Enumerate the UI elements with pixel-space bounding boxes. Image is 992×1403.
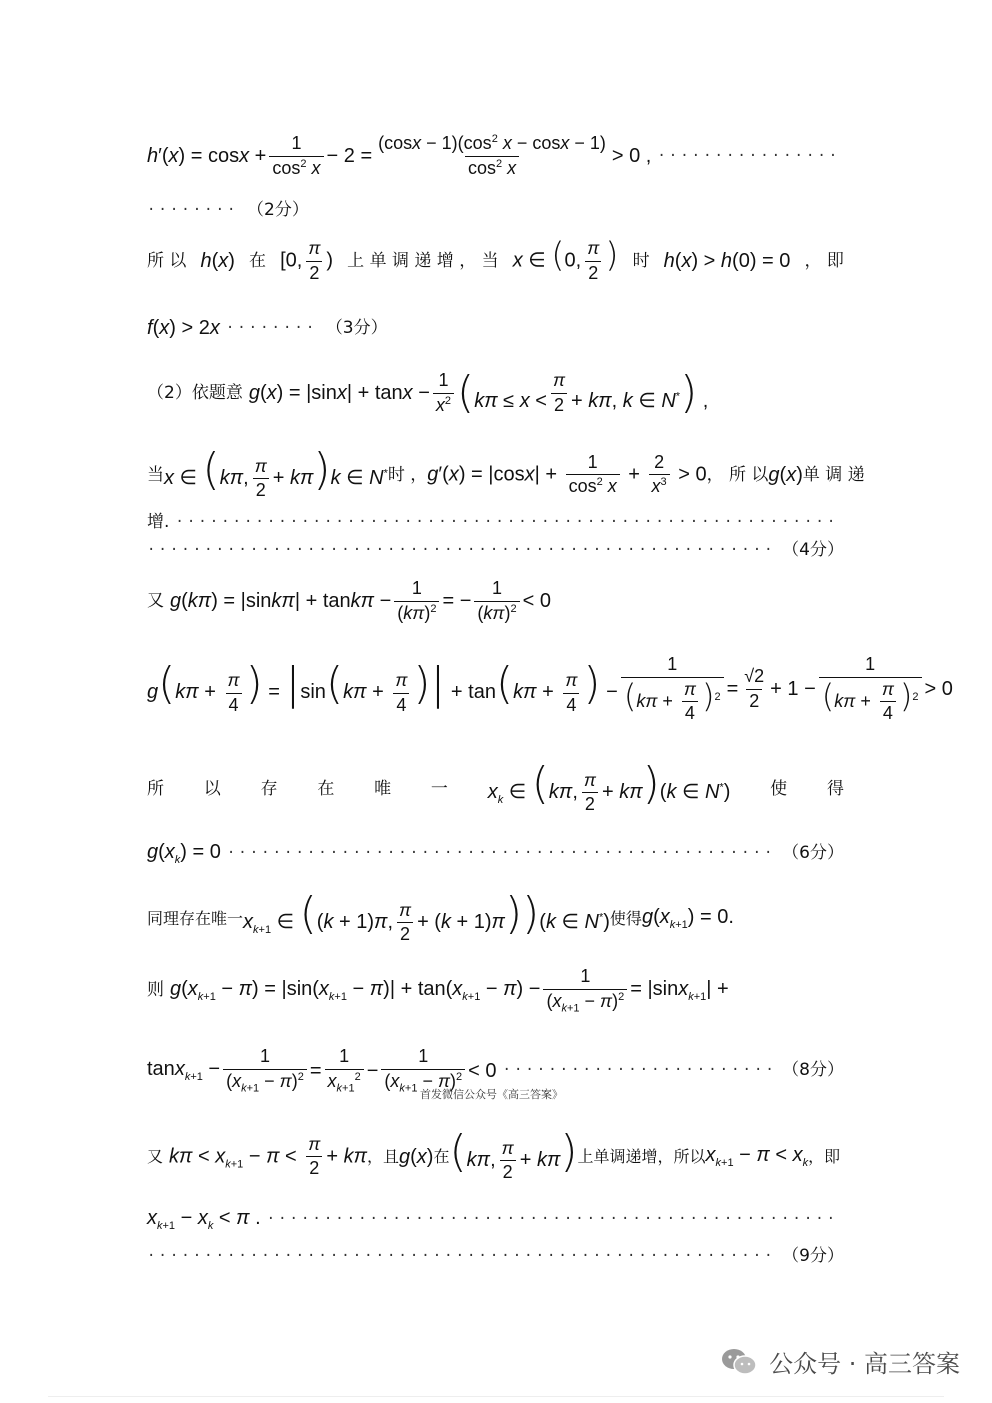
g-xk1-minus-pi-line: 则 $g(x_{k+1} - \pi) = |\sin(x_{k+1} - \pi)| + \tan(x_{k+1} - \pi)$ − $\frac{1}{(x_{k+1} - \pi)^2}$ = |sinx$_{k+1}$| + bbox=[147, 966, 729, 1015]
wechat-icon bbox=[719, 1346, 759, 1378]
g-kpi-plus-line: g(kπ + $\frac{\pi}{4}$ ) = |sin(kπ + $\frac{\pi}{4}$ )| + tan(kπ + $\frac{\pi}{4}$ ) − 1 (kπ + $\frac{\pi}{4}$ )$^2$ = $\frac{√2}{2}$ + 1 − 1 (kπ + $\frac{\pi}{4}$ )$^2$ > 0 bbox=[147, 654, 953, 724]
brand-watermark bbox=[719, 1344, 960, 1379]
dot-leader bbox=[147, 202, 237, 219]
text: 上单调递增，所以 bbox=[577, 1147, 706, 1167]
score-line-1 bbox=[147, 200, 844, 220]
dot-leader bbox=[147, 1248, 772, 1265]
text: ，且 bbox=[366, 1147, 399, 1167]
dot-leader bbox=[147, 542, 772, 559]
text: 得 bbox=[826, 778, 844, 799]
conclusion-line: 又 $k\pi < x_{k+1} - \pi$ < $\frac{\pi}{2}$ + kπ ，且 g(x) 在 (kπ, $\frac{\pi}{2}$ + kπ) 上单调递增，所以 $x_{k+1} - \pi < x_k$ ，即 bbox=[147, 1126, 841, 1183]
text: 以 bbox=[203, 778, 221, 799]
brand-text: 公众号 · 高三答案 bbox=[769, 1350, 960, 1378]
text: 使得 bbox=[609, 909, 642, 929]
text: （2）依题意 bbox=[147, 382, 243, 403]
dots-line-final bbox=[147, 1246, 844, 1266]
xk1-minus-xk-line: $x_{k+1} - x_k < \pi$ . ····· bbox=[147, 1206, 844, 1233]
g-xk-zero-line: $g(x_k) = 0$ ····· （6分） bbox=[147, 840, 844, 867]
dots-line-a bbox=[147, 512, 844, 532]
score-label: （2分） bbox=[247, 200, 309, 220]
score-label: （8分） bbox=[782, 1060, 844, 1081]
text: 则 bbox=[147, 980, 164, 1001]
text: 增. bbox=[147, 512, 170, 532]
tan-xk1-line: tanx$_{k+1}$ − $\frac{1}{(x_{k+1} - \pi)^2}$ = $\frac{1}{x_{k+1}^2}$ − $\frac{1}{(x_{k+1} - \pi)^2}$ < 0 ····· （8分） bbox=[147, 1046, 844, 1095]
text: 当 bbox=[147, 464, 164, 485]
dot-leader bbox=[175, 514, 838, 531]
dots-line-b bbox=[147, 540, 844, 560]
score-label: （3分） bbox=[325, 317, 388, 338]
text: 在 bbox=[249, 250, 267, 271]
watermark-text: 首发微信公众号《高三答案》 bbox=[420, 1088, 563, 1101]
text: 上 单 调 递 增 ， 当 bbox=[347, 250, 499, 271]
text: 单 调 递 bbox=[802, 464, 865, 485]
text: ， 所 以 bbox=[706, 464, 769, 485]
g-kpi-line: 又 g(kπ) = |sinkπ| + tankπ − $\frac{1}{(k\pi)^2}$ = − $\frac{1}{(k\pi)^2}$ < 0 bbox=[147, 578, 551, 623]
text: ， 即 bbox=[804, 250, 844, 271]
dot-leader bbox=[267, 1211, 838, 1228]
text: 一 bbox=[430, 778, 448, 799]
formula-h-prime: h′(x) = cosx + $\frac{1}{\cos^2 x}$ − 2 = $\frac{(\cos x - 1)(\cos^2 x - \cos x - 1)}{\cos^2 x}$ > 0 , ····· bbox=[147, 133, 844, 179]
score-label: （9分） bbox=[782, 1246, 844, 1266]
text: 又 bbox=[147, 1147, 164, 1167]
dot-leader bbox=[227, 845, 772, 862]
f-gt-2x-line: f(x) > 2x ····· （3分） bbox=[147, 316, 844, 340]
text: 使 bbox=[770, 778, 788, 799]
score-label: （6分） bbox=[782, 843, 844, 864]
unique-xk-line: 所 以 存 在 唯 一 $x_k$ ∈ (kπ, $\frac{\pi}{2}$ + kπ)(k ∈ N*) 使 得 bbox=[147, 758, 844, 815]
score-label: （4分） bbox=[782, 540, 844, 560]
text: 在 bbox=[317, 778, 335, 799]
g-definition-line: （2）依题意 g(x) = |sinx| + tanx − $\frac{1}{x^2}$ (kπ ≤ x < $\frac{\pi}{2}$ + kπ, k ∈ N*) , bbox=[147, 367, 709, 419]
text: 所 以 bbox=[147, 250, 187, 271]
xk1-line: 同理存在唯一 $x_{k+1}$ ∈ ((k + 1)π, $\frac{\pi}{2}$ + (k + 1)π))(k ∈ N*) 使得 $g(x_{k+1}) = 0$. bbox=[147, 888, 734, 945]
text: 在 bbox=[433, 1147, 450, 1167]
monotonic-h-line: 所 以 h(x) 在 [0, $\frac{\pi}{2}$ ) 上 单 调 递 增 ， 当 x ∈ (0, $\frac{\pi}{2}$ ) 时 h(x) > h(0) = 0 ， 即 bbox=[147, 235, 844, 283]
text: 时 bbox=[632, 250, 650, 271]
text: 所 bbox=[147, 778, 164, 799]
dot-leader bbox=[657, 148, 838, 165]
text: 存 bbox=[260, 778, 278, 799]
dot-leader bbox=[503, 1062, 773, 1079]
text: 同理存在唯一 bbox=[147, 909, 244, 929]
dot-leader bbox=[226, 320, 316, 337]
text: 唯 bbox=[374, 778, 392, 799]
g-prime-line: 当 x ∈ (kπ, $\frac{\pi}{2}$ + kπ)k ∈ N* 时 ， g′(x) = |cosx| + $\frac{1}{\cos^2 x}$ + $\frac{2}{x^3}$ > 0 ， 所 以 g(x) 单 调 递 bbox=[147, 444, 865, 501]
divider bbox=[48, 1396, 944, 1397]
text: 又 bbox=[147, 590, 164, 611]
text: ，即 bbox=[808, 1147, 841, 1167]
text: 时 ， bbox=[387, 464, 428, 485]
